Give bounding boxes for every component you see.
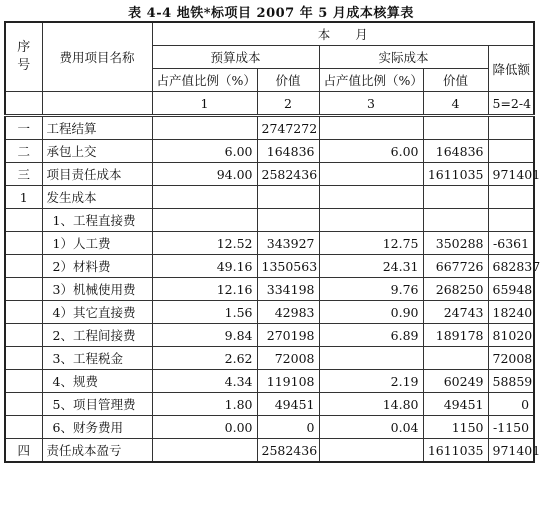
index-col-5: 5=2-4 (488, 92, 534, 116)
row-budget-ratio: 12.52 (152, 232, 257, 255)
row-reduction (488, 116, 534, 140)
row-actual-ratio (319, 116, 423, 140)
row-seq (5, 393, 42, 416)
row-budget-value: 119108 (257, 370, 319, 393)
row-budget-value (257, 186, 319, 209)
index-empty-name (42, 92, 152, 116)
row-budget-value: 49451 (257, 393, 319, 416)
row-item-name: 1、工程直接费 (42, 209, 152, 232)
table-row (5, 301, 534, 324)
header-actual-ratio: 占产值比例（%） (319, 69, 423, 92)
table-row (5, 255, 534, 278)
row-seq: 三 (5, 163, 42, 186)
table-row (5, 232, 534, 255)
row-actual-value (423, 116, 488, 140)
row-seq: 一 (5, 116, 42, 140)
row-seq (5, 347, 42, 370)
header-seq-top: 序 (17, 40, 31, 55)
row-budget-value: 334198 (257, 278, 319, 301)
row-budget-ratio: 4.34 (152, 370, 257, 393)
row-actual-value (423, 347, 488, 370)
row-budget-ratio: 1.56 (152, 301, 257, 324)
row-actual-value: 164836 (423, 140, 488, 163)
table-row (5, 416, 534, 439)
row-actual-value: 268250 (423, 278, 488, 301)
table-row (5, 186, 534, 209)
row-seq (5, 301, 42, 324)
row-actual-ratio: 0.04 (319, 416, 423, 439)
table-body (5, 116, 541, 463)
row-item-name: 工程结算 (42, 116, 152, 140)
row-seq: 1 (5, 186, 42, 209)
row-actual-ratio: 12.75 (319, 232, 423, 255)
cost-table (4, 21, 541, 463)
row-seq (5, 370, 42, 393)
row-budget-ratio: 2.62 (152, 347, 257, 370)
row-item-name: 发生成本 (42, 186, 152, 209)
row-item-name: 3、工程税金 (42, 347, 152, 370)
table-row (5, 163, 534, 186)
row-budget-value: 2582436 (257, 163, 319, 186)
row-reduction: -1150 (488, 416, 534, 439)
row-budget-ratio (152, 186, 257, 209)
row-budget-ratio: 49.16 (152, 255, 257, 278)
row-item-name: 1）人工费 (42, 232, 152, 255)
row-actual-ratio: 6.89 (319, 324, 423, 347)
row-budget-value (257, 209, 319, 232)
row-seq (5, 278, 42, 301)
row-seq (5, 232, 42, 255)
row-budget-value: 72008 (257, 347, 319, 370)
row-actual-value: 1611035 (423, 439, 488, 463)
row-budget-ratio: 12.16 (152, 278, 257, 301)
row-reduction (488, 140, 534, 163)
row-reduction: 18240 (488, 301, 534, 324)
row-actual-value (423, 209, 488, 232)
row-actual-ratio (319, 186, 423, 209)
row-seq (5, 416, 42, 439)
row-reduction (488, 209, 534, 232)
row-budget-ratio: 94.00 (152, 163, 257, 186)
row-actual-ratio: 9.76 (319, 278, 423, 301)
table-row (5, 347, 534, 370)
header-actual: 实际成本 (319, 46, 488, 69)
row-actual-value: 49451 (423, 393, 488, 416)
row-seq (5, 324, 42, 347)
row-reduction: 81020 (488, 324, 534, 347)
row-budget-value: 2747272 (257, 116, 319, 140)
row-item-name: 4、规费 (42, 370, 152, 393)
row-item-name: 2）材料费 (42, 255, 152, 278)
table-title: 表 4-4 地铁*标项目 2007 年 5 月成本核算表 (128, 6, 414, 21)
row-actual-ratio: 2.19 (319, 370, 423, 393)
row-budget-value: 42983 (257, 301, 319, 324)
row-seq: 二 (5, 140, 42, 163)
row-reduction: 0 (488, 393, 534, 416)
row-actual-ratio (319, 347, 423, 370)
row-actual-ratio (319, 439, 423, 463)
row-reduction: 58859 (488, 370, 534, 393)
row-reduction: 971401 (488, 163, 534, 186)
row-budget-value: 1350563 (257, 255, 319, 278)
row-seq: 四 (5, 439, 42, 463)
row-actual-value: 1150 (423, 416, 488, 439)
table-row (5, 278, 534, 301)
row-budget-value: 0 (257, 416, 319, 439)
row-actual-ratio (319, 163, 423, 186)
row-item-name: 6、财务费用 (42, 416, 152, 439)
index-col-4: 4 (423, 92, 488, 116)
row-reduction: 72008 (488, 347, 534, 370)
row-budget-value: 343927 (257, 232, 319, 255)
row-reduction: 971401 (488, 439, 534, 463)
header-actual-value: 价值 (423, 69, 488, 92)
row-item-name: 4）其它直接费 (42, 301, 152, 324)
header-budget: 预算成本 (152, 46, 319, 69)
row-actual-ratio: 0.90 (319, 301, 423, 324)
row-actual-value: 24743 (423, 301, 488, 324)
table-row (5, 116, 534, 140)
row-budget-ratio (152, 439, 257, 463)
row-item-name: 2、工程间接费 (42, 324, 152, 347)
row-actual-value (423, 186, 488, 209)
row-reduction: 682837 (488, 255, 534, 278)
table-row (5, 439, 534, 463)
row-actual-value: 1611035 (423, 163, 488, 186)
index-col-3: 3 (319, 92, 423, 116)
index-col-2: 2 (257, 92, 319, 116)
row-budget-ratio: 6.00 (152, 140, 257, 163)
row-item-name: 5、项目管理费 (42, 393, 152, 416)
row-reduction: -6361 (488, 232, 534, 255)
index-col-1: 1 (152, 92, 257, 116)
row-item-name: 承包上交 (42, 140, 152, 163)
header-seq-bottom: 号 (17, 58, 31, 73)
header-budget-ratio: 占产值比例（%） (152, 69, 257, 92)
row-budget-ratio: 1.80 (152, 393, 257, 416)
row-actual-ratio (319, 209, 423, 232)
index-empty-seq (5, 92, 42, 116)
row-item-name: 项目责任成本 (42, 163, 152, 186)
row-actual-ratio: 24.31 (319, 255, 423, 278)
table-row (5, 140, 534, 163)
row-item-name: 责任成本盈亏 (42, 439, 152, 463)
row-actual-value: 189178 (423, 324, 488, 347)
row-budget-ratio: 0.00 (152, 416, 257, 439)
table-row (5, 393, 534, 416)
table-row (5, 370, 534, 393)
row-actual-value: 60249 (423, 370, 488, 393)
row-budget-value: 2582436 (257, 439, 319, 463)
row-actual-value: 667726 (423, 255, 488, 278)
row-budget-ratio (152, 116, 257, 140)
row-actual-value: 350288 (423, 232, 488, 255)
row-item-name: 3）机械使用费 (42, 278, 152, 301)
row-actual-ratio: 6.00 (319, 140, 423, 163)
header-item-name: 费用项目名称 (42, 22, 152, 92)
row-budget-value: 270198 (257, 324, 319, 347)
table-row (5, 209, 534, 232)
row-reduction (488, 186, 534, 209)
row-seq (5, 255, 42, 278)
row-budget-value: 164836 (257, 140, 319, 163)
header-reduction: 降低额 (488, 46, 534, 92)
header-seq (5, 22, 42, 92)
row-reduction: 65948 (488, 278, 534, 301)
row-budget-ratio: 9.84 (152, 324, 257, 347)
table-row (5, 324, 534, 347)
row-seq (5, 209, 42, 232)
header-budget-value: 价值 (257, 69, 319, 92)
row-actual-ratio: 14.80 (319, 393, 423, 416)
header-period: 本 月 (152, 22, 534, 46)
row-budget-ratio (152, 209, 257, 232)
